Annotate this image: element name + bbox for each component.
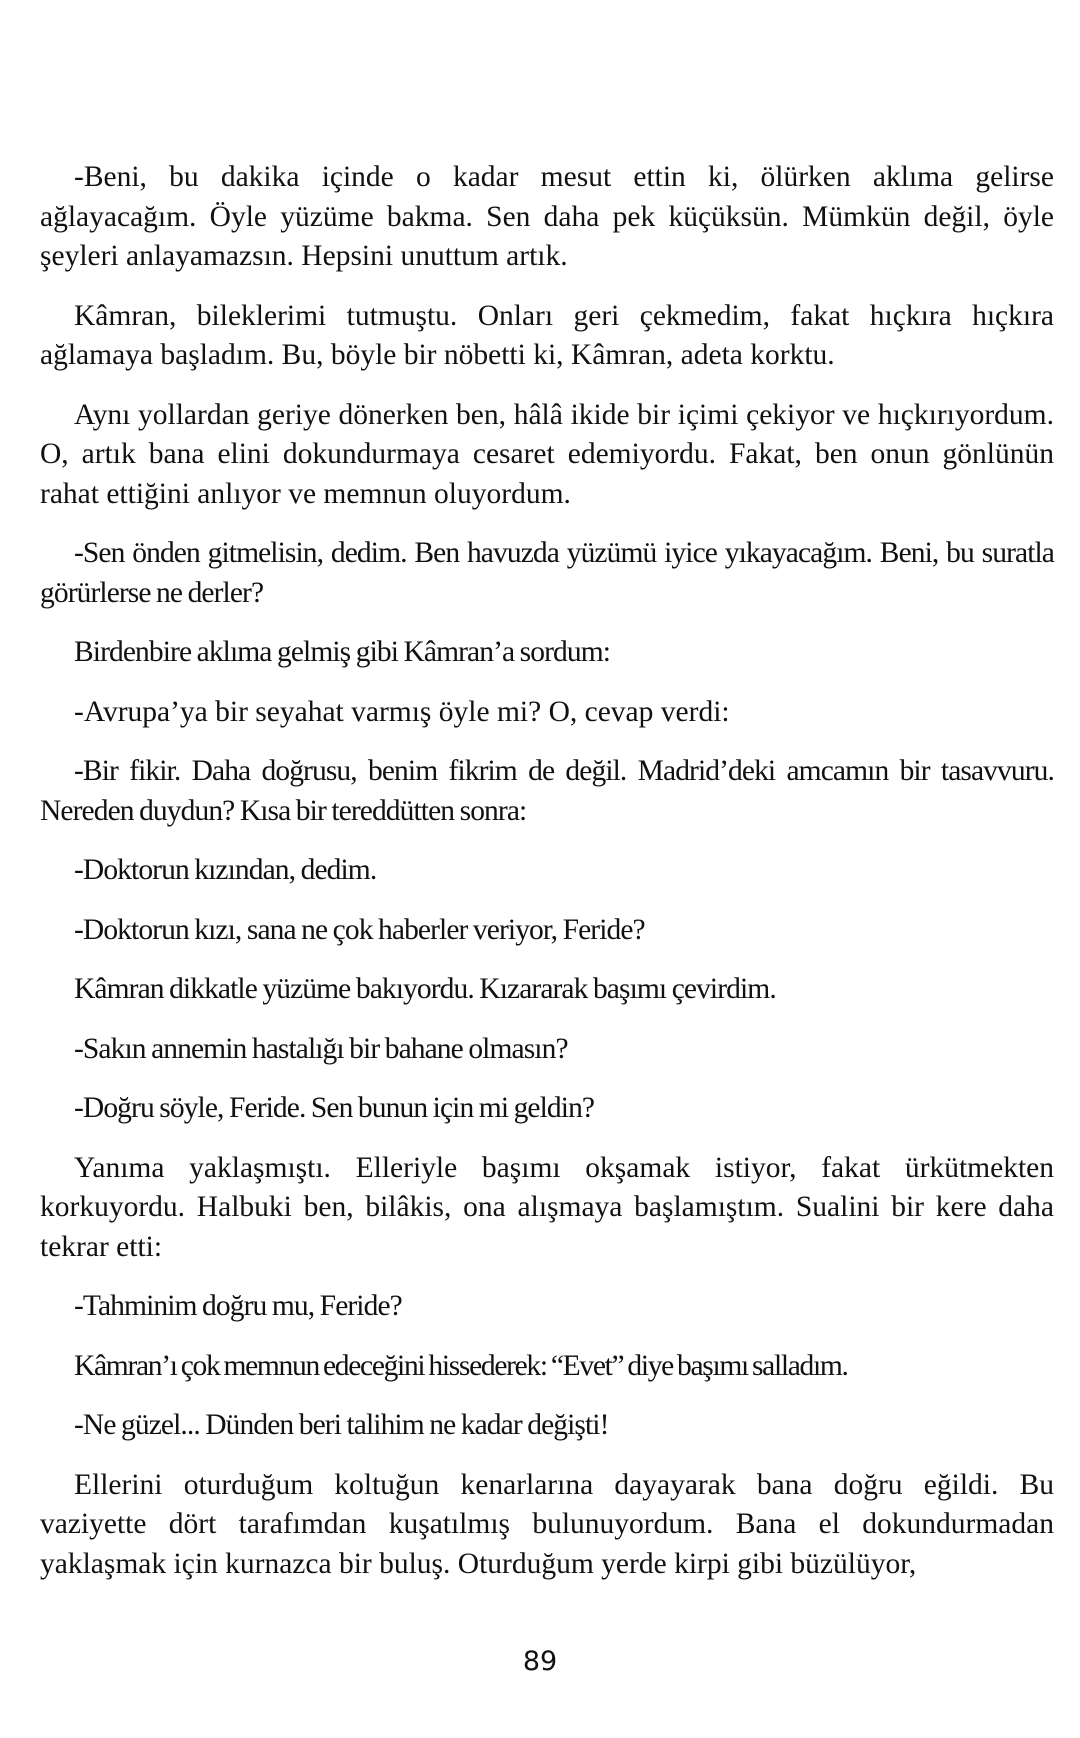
- paragraph: -Tahminim doğru mu, Feride?: [74, 1290, 402, 1322]
- paragraph: Ellerini oturduğum koltuğun kenarlarına dayayarak bana doğru eğildi. Bu vaziyette dört tarafımdan kuşatılmış bulunuyordum. Bana el dokundurmadan yaklaşmak için kurnazca bir buluş. Oturduğum yerde kirpi gibi büzülüyor,: [40, 1468, 1054, 1580]
- paragraph: Kâmran’ı çok memnun edeceğini hissederek: “Evet” diye başımı salladım.: [74, 1349, 848, 1382]
- paragraph: -Doktorun kızından, dedim.: [74, 854, 377, 886]
- paragraph: -Bir fikir. Daha doğrusu, benim fikrim de değil. Madrid’deki amcamın bir tasavvuru. Nereden duydun? Kısa bir tereddütten sonra:: [40, 755, 1054, 827]
- page-number: 89: [522, 1646, 558, 1677]
- paragraph: -Doğru söyle, Feride. Sen bunun için mi geldin?: [74, 1092, 595, 1124]
- paragraph: Yanıma yaklaşmıştı. Elleriyle başımı okşamak istiyor, fakat ürkütmekten korkuyordu. Halbuki ben, bilâkis, ona alışmaya başlamıştım. Sualini bir kere daha tekrar etti:: [40, 1151, 1054, 1263]
- paragraph: Kâmran dikkatle yüzüme bakıyordu. Kızararak başımı çevirdim.: [74, 973, 776, 1005]
- paragraph: -Sen önden gitmelisin, dedim. Ben havuzda yüzümü iyice yıkayacağım. Beni, bu suratla görürlerse ne derler?: [40, 537, 1054, 609]
- paragraph: -Beni, bu dakika içinde o kadar mesut ettin ki, ölürken aklıma gelirse ağlayacağım. Öyle yüzüme bakma. Sen daha pek küçüksün. Mümkün değil, öyle şeyleri anlayamazsın. Hepsini unuttum artık.: [40, 161, 1054, 272]
- paragraph: -Sakın annemin hastalığı bir bahane olmasın?: [74, 1032, 568, 1065]
- paragraph: -Doktorun kızı, sana ne çok haberler veriyor, Feride?: [74, 913, 645, 946]
- paragraph: Kâmran, bileklerimi tutmuştu. Onları geri çekmedim, fakat hıçkıra hıçkıra ağlamaya başladım. Bu, böyle bir nöbetti ki, Kâmran, adeta korktu.: [40, 299, 1054, 371]
- paragraph: -Ne güzel... Dünden beri talihim ne kadar değişti!: [74, 1409, 609, 1441]
- paragraph: Aynı yollardan geriye dönerken ben, hâlâ ikide bir içimi çekiyor ve hıçkırıyordum. O, artık bana elini dokundurmaya cesaret edemiyordu. Fakat, ben onun gönlünün rahat ettiğini anlıyor ve memnun oluyordum.: [40, 398, 1054, 510]
- paragraph: -Avrupa’ya bir seyahat varmış öyle mi? O, cevap verdi:: [74, 695, 730, 728]
- page-body: [40, 158, 1054, 1604]
- paragraph: Birdenbire aklıma gelmiş gibi Kâmran’a sordum:: [74, 636, 611, 668]
